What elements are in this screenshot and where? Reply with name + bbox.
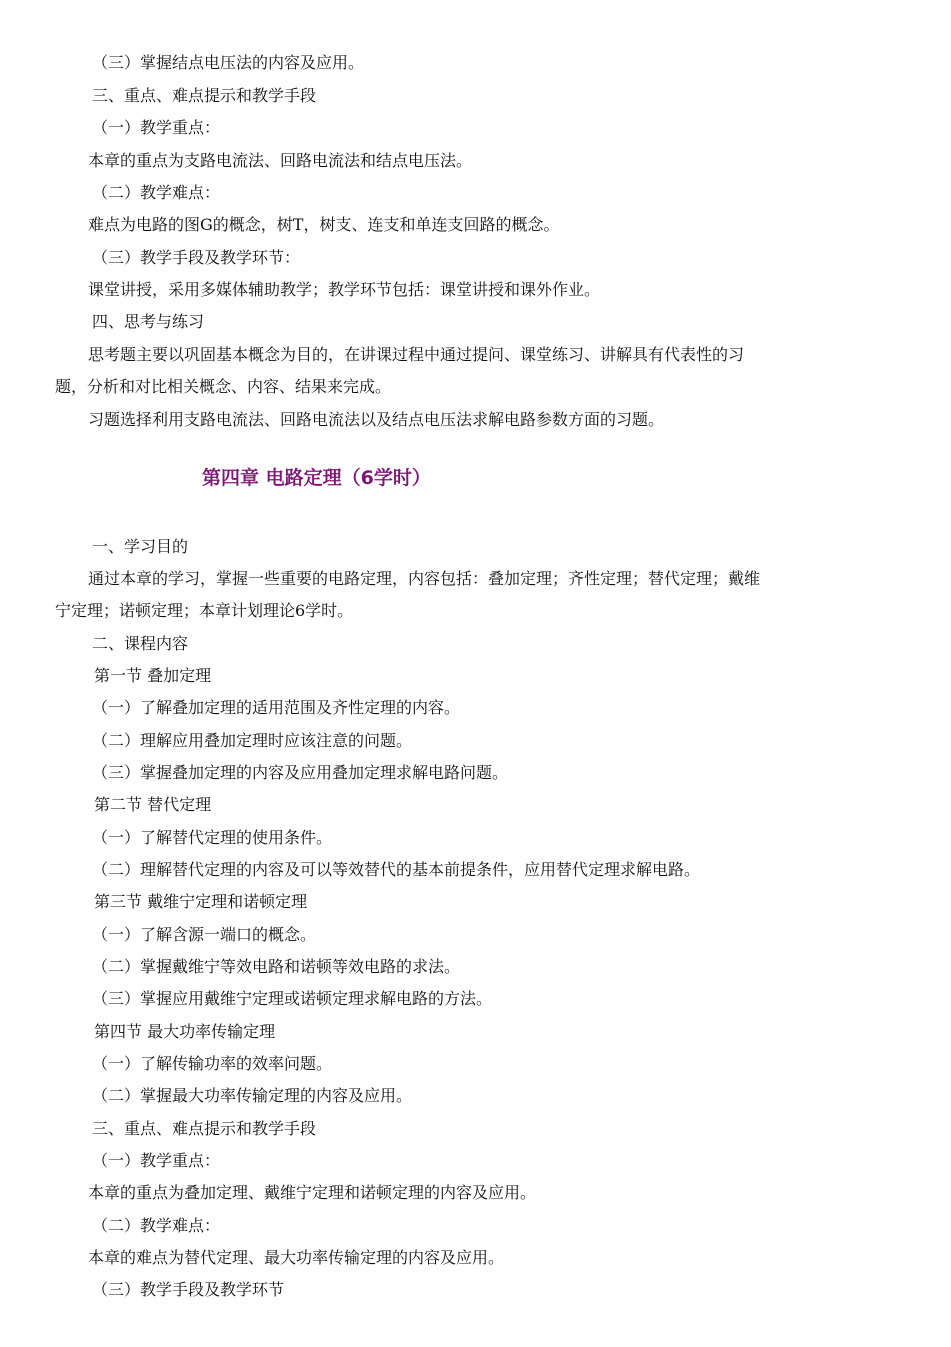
paragraph-objectives-line1: 通过本章的学习，掌握一些重要的电路定理，内容包括：叠加定理；齐性定理；替代定理；戴维 xyxy=(88,569,761,588)
heading-key-points: 三、重点、难点提示和教学手段 xyxy=(92,86,317,105)
list-item: （一）了解传输功率的效率问题。 xyxy=(92,1054,333,1073)
paragraph-focus-ch4: 本章的重点为叠加定理、戴维宁定理和诺顿定理的内容及应用。 xyxy=(88,1183,537,1202)
paragraph-difficulty: 难点为电路的图G的概念，树T，树支、连支和单连支回路的概念。 xyxy=(88,215,560,234)
heading-thinking-exercises: 四、思考与练习 xyxy=(92,312,205,331)
paragraph-thinking-line2: 题，分析和对比相关概念、内容、结果来完成。 xyxy=(55,377,392,396)
paragraph-objectives-line2: 宁定理；诺顿定理；本章计划理论6学时。 xyxy=(55,601,354,620)
subheading-teaching-focus: （一）教学重点： xyxy=(92,118,221,137)
subheading-teaching-methods: （三）教学手段及教学环节： xyxy=(92,248,301,267)
paragraph-thinking-line1: 思考题主要以巩固基本概念为目的，在讲课过程中通过提问、课堂练习、讲解具有代表性的习 xyxy=(88,345,745,364)
section-heading-max-power: 第四节 最大功率传输定理 xyxy=(94,1022,276,1041)
section-heading-superposition: 第一节 叠加定理 xyxy=(94,666,212,685)
list-item: （三）掌握叠加定理的内容及应用叠加定理求解电路问题。 xyxy=(92,763,509,782)
list-item: （二）理解替代定理的内容及可以等效替代的基本前提条件，应用替代定理求解电路。 xyxy=(92,860,701,879)
subheading-teaching-difficulty-ch4: （二）教学难点： xyxy=(92,1216,221,1235)
item-nodal-voltage-mastery: （三）掌握结点电压法的内容及应用。 xyxy=(92,53,365,72)
chapter-title: 第四章 电路定理（6学时） xyxy=(202,467,431,489)
paragraph-methods: 课堂讲授，采用多媒体辅助教学；教学环节包括：课堂讲授和课外作业。 xyxy=(88,280,601,299)
heading-key-points-ch4: 三、重点、难点提示和教学手段 xyxy=(92,1119,317,1138)
subheading-teaching-focus-ch4: （一）教学重点： xyxy=(92,1151,221,1170)
list-item: （一）了解替代定理的使用条件。 xyxy=(92,828,333,847)
list-item: （一）了解叠加定理的适用范围及齐性定理的内容。 xyxy=(92,698,461,717)
heading-learning-objectives: 一、学习目的 xyxy=(92,537,189,556)
list-item: （三）掌握应用戴维宁定理或诺顿定理求解电路的方法。 xyxy=(92,989,493,1008)
subheading-teaching-difficulty: （二）教学难点： xyxy=(92,183,221,202)
subheading-teaching-methods-ch4: （三）教学手段及教学环节 xyxy=(92,1280,285,1299)
section-heading-thevenin-norton: 第三节 戴维宁定理和诺顿定理 xyxy=(94,892,308,911)
list-item: （一）了解含源一端口的概念。 xyxy=(92,925,317,944)
paragraph-exercises: 习题选择利用支路电流法、回路电流法以及结点电压法求解电路参数方面的习题。 xyxy=(88,410,665,429)
paragraph-focus: 本章的重点为支路电流法、回路电流法和结点电压法。 xyxy=(88,151,473,170)
list-item: （二）掌握最大功率传输定理的内容及应用。 xyxy=(92,1086,413,1105)
section-heading-substitution: 第二节 替代定理 xyxy=(94,795,212,814)
heading-course-content: 二、课程内容 xyxy=(92,634,189,653)
paragraph-difficulty-ch4: 本章的难点为替代定理、最大功率传输定理的内容及应用。 xyxy=(88,1248,505,1267)
list-item: （二）理解应用叠加定理时应该注意的问题。 xyxy=(92,731,413,750)
list-item: （二）掌握戴维宁等效电路和诺顿等效电路的求法。 xyxy=(92,957,461,976)
